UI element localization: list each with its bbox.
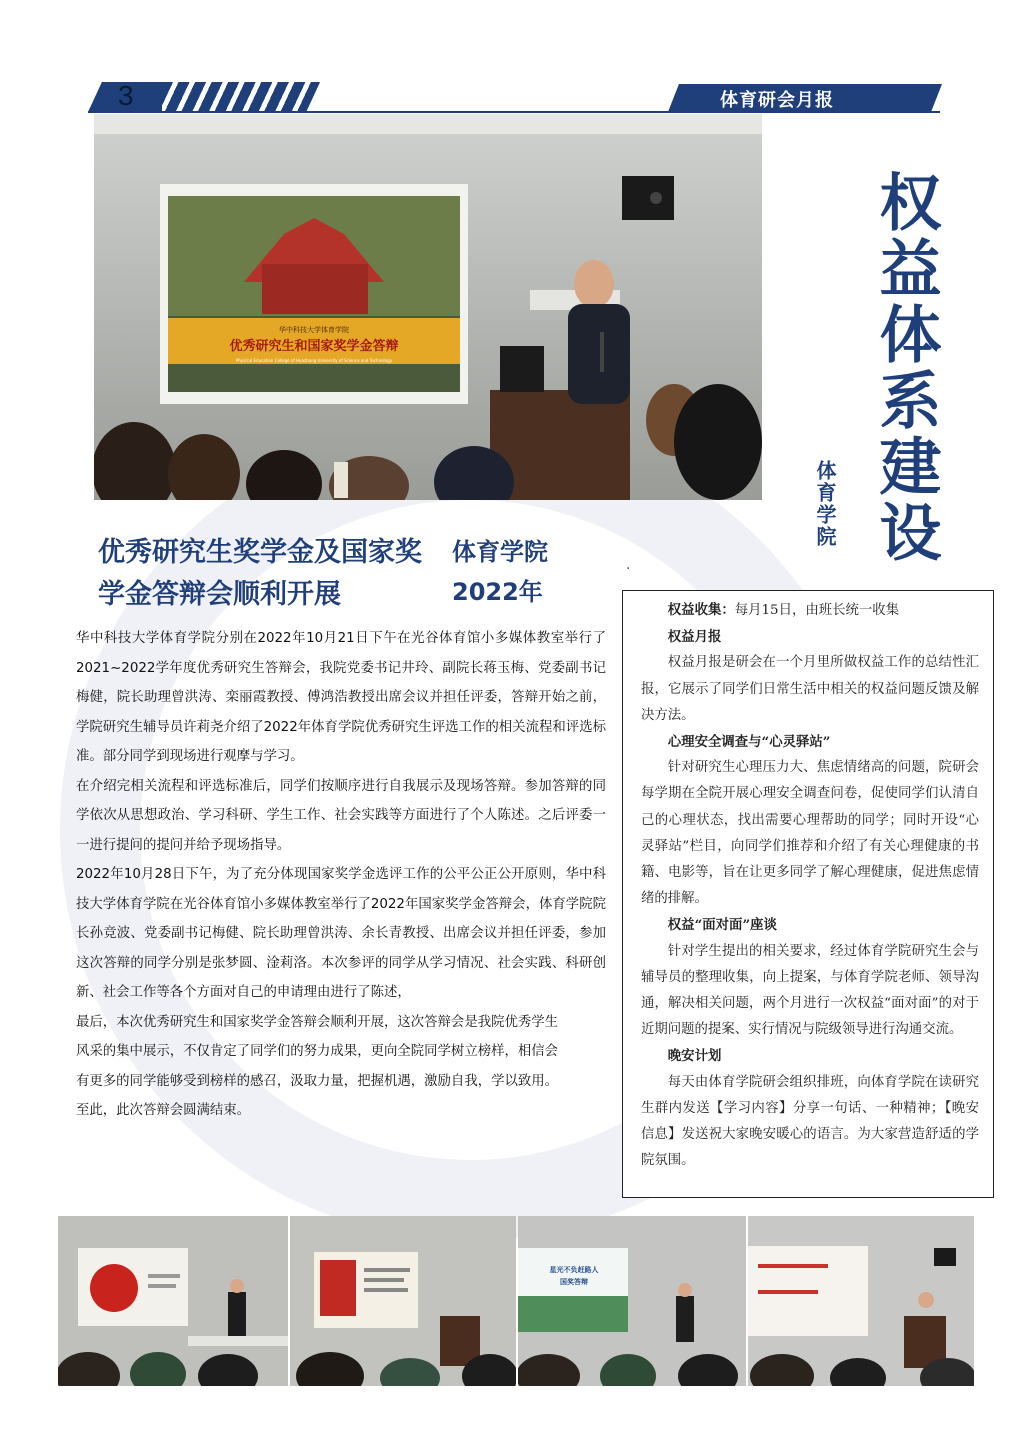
psych-title: 心理安全调查与“心灵驿站” [667, 734, 831, 751]
monthly-text: 权益月报是研会在一个月里所做权益工作的总结性汇报，它展示了同学们日常生活中相关的权益问题反馈及解决方法。 [641, 655, 979, 723]
main-photo-art [94, 114, 762, 500]
collect-text: 每月15日，由班长统一收集 [734, 603, 900, 618]
article-paragraph: 华中科技大学体育学院分别在2022年10月21日下午在光谷体育馆小多媒体教室举行了2021~2022学年度优秀研究生答辩会，我院党委书记井玲、副院长蒋玉梅、党委副书记梅健，院长助理曾洪涛、栾丽霞教授、傅鸿浩教授出席会议并担任评委，答辩开始之前，学院研究生辅导员许莉尧介绍了2022年体育学院优秀研究生评选工作的相关流程和评选标准。部分同学到现场进行观摩与学习。 [76, 631, 606, 764]
strip-photo-4 [748, 1216, 974, 1386]
strip-slide-line1: 星光不负赶路人 [549, 1266, 599, 1274]
slide-title: 优秀研究生和国家奖学金答辩 [229, 339, 399, 354]
article-body [76, 624, 606, 1126]
strip-photo-2 [290, 1216, 516, 1386]
strip-photo-2-art [290, 1216, 516, 1386]
section-subtitle: 体育学院 [813, 460, 837, 548]
article-paragraph: 在介绍完相关流程和评选标准后，同学们按顺序进行自我展示及现场答辩。参加答辩的同学依次从思想政治、学习科研、学生工作、社会实践等方面进行了个人陈述。之后评委一一进行提问的提问并给予现场指导。 [76, 778, 606, 853]
article-headline: 优秀研究生奖学金及国家奖学金答辩会顺利开展 [98, 537, 422, 610]
night-text: 每天由体育学院研会组织排班，向体育学院在读研究生群内发送【学习内容】分享一句话、一种精神；【晚安信息】发送祝大家晚安暖心的语言。为大家营造舒适的学院氛围。 [641, 1074, 979, 1169]
rights-info-box [622, 590, 994, 1198]
separator-dot: · [626, 561, 631, 577]
strip-slide-line2: 国奖答辩 [560, 1278, 588, 1286]
article-paragraph: 风采的集中展示，不仅肯定了同学们的努力成果，更向全院同学树立榜样，相信会 [76, 1044, 559, 1059]
strip-photo-4-art [748, 1216, 974, 1386]
monthly-title: 权益月报 [667, 629, 722, 646]
header-stripes [162, 82, 322, 112]
psych-text: 针对研究生心理压力大、焦虑情绪高的问题，院研会每学期在全院开展心理安全调查问卷，促使同学们认清自己的心理状态，找出需要心理帮助的同学；同时开设“心灵驿站”栏目，向同学们推荐和介绍了有关心理健康的书籍、电影等，旨在让更多同学了解心理健康，促进焦虑情绪的排解。 [641, 760, 979, 907]
strip-photo-3-art [518, 1216, 746, 1386]
article-paragraph: 最后，本次优秀研究生和国家奖学金答辩会顺利开展，这次答辩会是我院优秀学生 [76, 1014, 559, 1030]
strip-photo-1-art [58, 1216, 288, 1386]
article-year: 2022年 [452, 578, 543, 606]
collect-line [641, 597, 979, 624]
article-paragraph: 至此，此次答辩会圆满结束。 [76, 1103, 251, 1118]
strip-photo-3 [518, 1216, 746, 1386]
f2f-text: 针对学生提出的相关要求，经过体育学院研究生会与辅导员的整理收集，向上提案，与体育学院老师、领导沟通，解决相关问题，两个月进行一次权益“面对面”的对于近期问题的提案、实行情况与院级领导进行沟通交流。 [641, 943, 979, 1038]
f2f-title: 权益“面对面”座谈 [667, 917, 777, 934]
night-title: 晚安计划 [667, 1048, 722, 1065]
main-photo [94, 114, 762, 500]
strip-photo-1 [58, 1216, 288, 1386]
section-title: 权益体系建设 [869, 170, 942, 566]
page-number: 3 [118, 80, 134, 111]
collect-label: 权益收集： [667, 602, 735, 618]
publication-title: 体育研会月报 [720, 90, 834, 111]
article-paragraph: 有更多的同学能够受到榜样的感召，汲取力量，把握机遇，激励自我，学以致用。 [76, 1073, 559, 1089]
slide-subtitle: Physical Education College of Huazhong University of Science and Technology [235, 358, 393, 363]
article-paragraph: 2022年10月28日下午，为了充分体现国家奖学金选评工作的公平公正公开原则，华中科技大学体育学院在光谷体育馆小多媒体教室举行了2022年国家奖学金答辩会，体育学院院长孙竞波、党委副书记梅健、院长助理曾洪涛、余长青教授、出席会议并担任评委，参加这次答辩的同学分别是张梦圆、淦莉洛。本次参评的同学从学习情况、社会实践、科研创新、社会工作等各个方面对自己的申请理由进行了陈述， [76, 867, 606, 1000]
article-byline [452, 532, 592, 612]
slide-caption: 华中科技大学体育学院 [279, 326, 349, 334]
article-college: 体育学院 [452, 538, 548, 566]
